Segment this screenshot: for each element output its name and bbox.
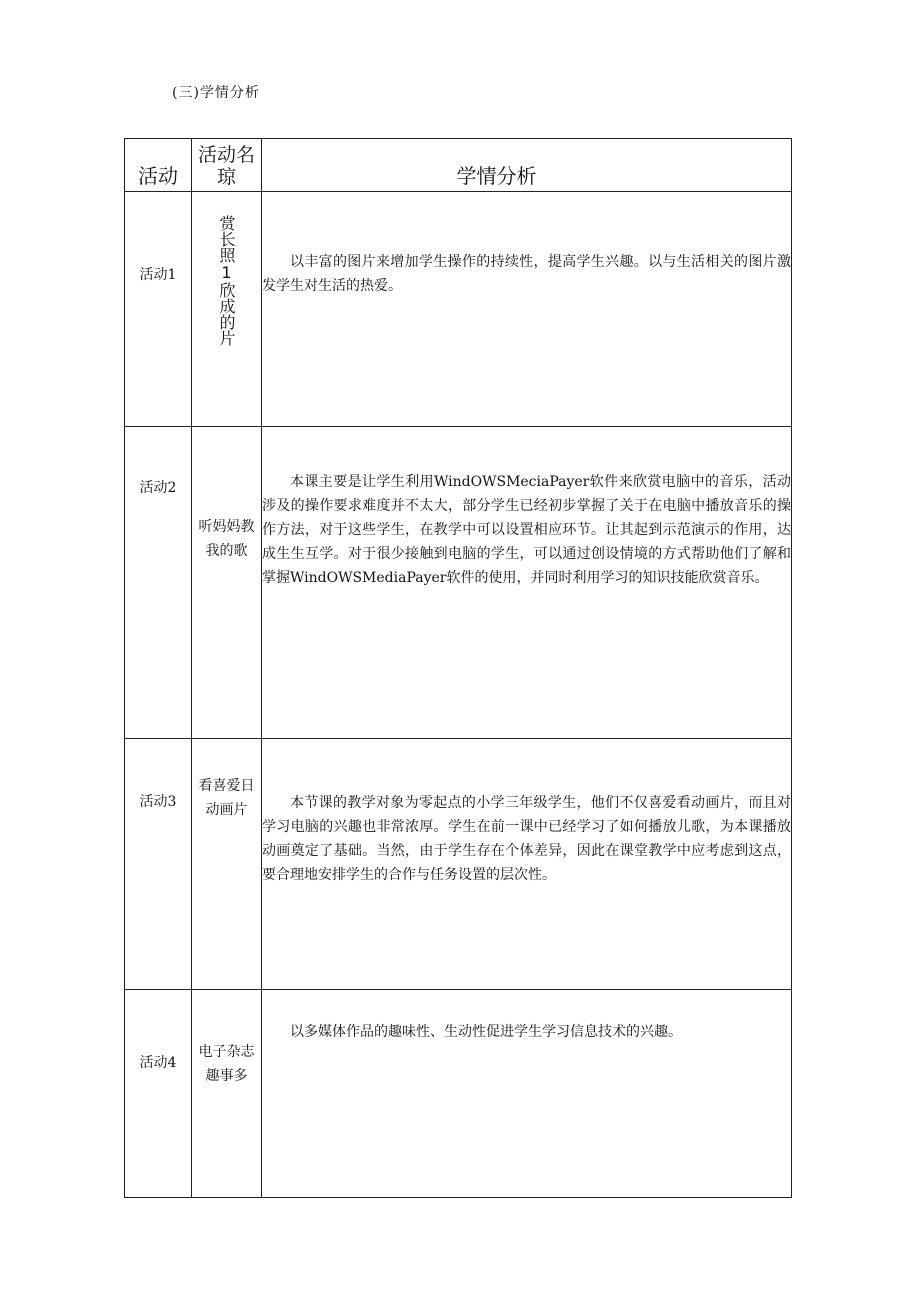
header-activity-name: 活动名琼 <box>192 139 262 192</box>
table-row <box>125 192 792 427</box>
table-row <box>125 427 792 739</box>
analysis-text: 以丰富的图片来增加学生操作的持续性，提高学生兴趣。以与生活相关的图片激发学生对生活的热爱。 <box>262 254 791 294</box>
activity-label: 活动4 <box>125 990 192 1198</box>
table-header-row <box>125 139 792 192</box>
activity-name: 电子杂志趣事多 <box>192 990 262 1198</box>
activity-label: 活动1 <box>125 192 192 427</box>
analysis-cell <box>262 192 792 427</box>
analysis-table <box>124 138 792 1198</box>
analysis-text: 本节课的教学对象为零起点的小学三年级学生，他们不仅喜爱看动画片，而且对学习电脑的兴趣也非常浓厚。学生在前一课中已经学习了如何播放儿歌，为本课播放动画奠定了基础。当然，由于学生存在个体差异，因此在课堂教学中应考虑到这点，要合理地安排学生的合作与任务设置的层次性。 <box>262 795 791 883</box>
activity-name: 看喜爱日动画片 <box>192 739 262 990</box>
activity-name-cell <box>192 192 262 427</box>
analysis-cell <box>262 427 792 739</box>
table-row <box>125 990 792 1198</box>
header-activity: 活动 <box>125 139 192 192</box>
activity-label: 活动2 <box>125 427 192 739</box>
table-row <box>125 739 792 990</box>
analysis-text: 本课主要是让学生利用WindOWSMeciaPayer软件来欣赏电脑中的音乐，活动涉及的操作要求难度并不太大，部分学生已经初步掌握了关于在电脑中播放音乐的操作方法，对于这些学生，在教学中可以设置相应环节。让其起到示范演示的作用，达成生生互学。对于很少接触到电脑的学生，可以通过创设情境的方式帮助他们了解和掌握WindOWSMediaPayer软件的使用，并同时利用学习的知识技能欣赏音乐。 <box>262 474 791 586</box>
activity-name: 听妈妈教我的歌 <box>192 427 262 739</box>
analysis-text: 以多媒体作品的趣味性、生动性促进学生学习信息技术的兴趣。 <box>290 1024 682 1040</box>
section-heading: (三)学情分析 <box>172 85 260 101</box>
analysis-cell <box>262 990 792 1198</box>
analysis-cell <box>262 739 792 990</box>
activity-label: 活动3 <box>125 739 192 990</box>
header-analysis: 学情分析 <box>262 139 792 192</box>
activity-name: 赏长照1欣成的片 <box>217 214 236 346</box>
